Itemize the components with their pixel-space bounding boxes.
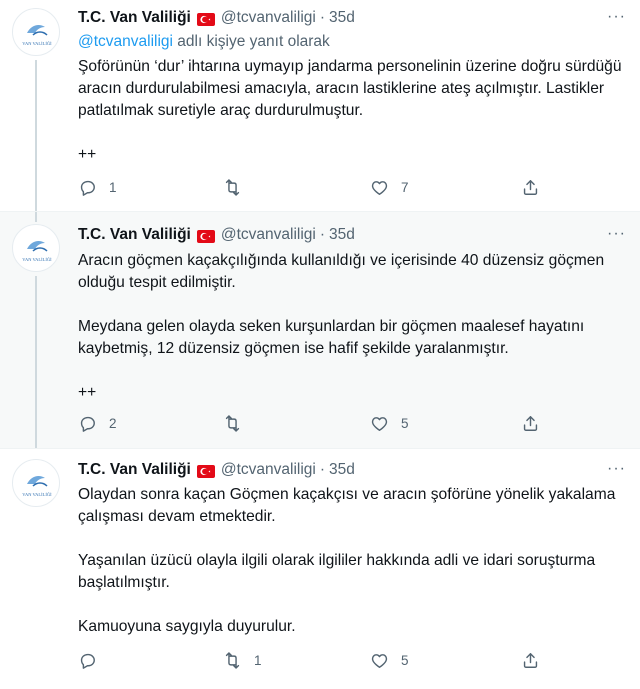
more-icon[interactable]: ··· xyxy=(607,8,626,25)
reply-button[interactable] xyxy=(78,178,117,197)
turkey-flag-icon xyxy=(197,13,215,26)
tweet-actions xyxy=(78,178,558,198)
reply-context xyxy=(78,33,330,51)
retweet-button[interactable] xyxy=(223,414,254,433)
van-valiligi-logo xyxy=(13,460,60,507)
tweet-actions xyxy=(78,414,558,434)
svg-text:VAN VALİLİĞİ: VAN VALİLİĞİ xyxy=(22,257,52,262)
tweet-text xyxy=(78,250,626,404)
van-valiligi-logo xyxy=(13,9,60,56)
share-icon xyxy=(521,178,540,197)
tweet-header xyxy=(78,225,626,245)
avatar[interactable] xyxy=(12,459,60,507)
tweet-3[interactable] xyxy=(0,449,640,689)
avatar[interactable] xyxy=(12,8,60,56)
tweet-header xyxy=(78,8,626,28)
tweet-1[interactable] xyxy=(0,0,640,211)
reply-button[interactable] xyxy=(78,651,109,670)
reply-count: 1 xyxy=(109,180,117,195)
mention-link[interactable]: @tcvanvaliligi xyxy=(78,33,173,50)
username[interactable]: @tcvanvaliligi xyxy=(220,226,316,243)
display-name[interactable]: T.C. Van Valiliği xyxy=(78,226,191,243)
separator-dot: · xyxy=(319,461,326,478)
reply-button[interactable] xyxy=(78,414,117,433)
tweet-paragraph: Yaşanılan üzücü olayla ilgili olarak ilgililer hakkında adli ve idari soruşturma başlatılmıştır. xyxy=(78,552,596,591)
share-icon xyxy=(521,414,540,433)
like-count: 5 xyxy=(401,653,409,668)
tweet-paragraph: ++ xyxy=(78,384,97,401)
turkey-flag-icon xyxy=(197,230,215,243)
tweet-text xyxy=(78,484,626,638)
username[interactable]: @tcvanvaliligi xyxy=(220,9,316,26)
separator-dot: · xyxy=(319,226,326,243)
tweet-paragraph: Olaydan sonra kaçan Göçmen kaçakçısı ve aracın şoförüne yönelik yakalama çalışması devam etmektedir. xyxy=(78,486,616,525)
retweet-button[interactable] xyxy=(223,178,254,197)
thread-line xyxy=(35,212,37,222)
tweet-paragraph: Kamuoyuna saygıyla duyurulur. xyxy=(78,618,296,635)
like-icon xyxy=(370,651,389,670)
like-icon xyxy=(370,178,389,197)
share-button[interactable] xyxy=(521,651,540,670)
share-icon xyxy=(521,651,540,670)
reply-icon xyxy=(78,651,97,670)
reply-context-text: adlı kişiye yanıt olarak xyxy=(173,33,330,50)
retweet-icon xyxy=(223,414,242,433)
retweet-count: 1 xyxy=(254,653,262,668)
share-button[interactable] xyxy=(521,414,540,433)
like-button[interactable] xyxy=(370,178,409,197)
username[interactable]: @tcvanvaliligi xyxy=(220,461,316,478)
tweet-paragraph: Şoförünün ‘dur’ ihtarına uymayıp jandarma personelinin üzerine doğru sürdüğü aracın durdurulabilmesi amacıyla, aracın lastiklerine ateş açılmıştır. Lastikler patlatılmak suretiyle araç durdurulmuştur. xyxy=(78,58,622,119)
reply-icon xyxy=(78,178,97,197)
tweet-paragraph: Aracın göçmen kaçakçılığında kullanıldığı ve içerisinde 40 düzensiz göçmen olduğu tespit edilmiştir. xyxy=(78,252,605,291)
tweet-paragraph: ++ xyxy=(78,146,97,163)
tweet-paragraph: Meydana gelen olayda seken kurşunlardan bir göçmen maalesef hayatını kaybetmiş, 12 düzensiz göçmen ise hafif şekilde yaralanmıştır. xyxy=(78,318,585,357)
retweet-icon xyxy=(223,651,242,670)
retweet-icon xyxy=(223,178,242,197)
display-name[interactable]: T.C. Van Valiliği xyxy=(78,461,191,478)
svg-text:VAN VALİLİĞİ: VAN VALİLİĞİ xyxy=(22,41,52,46)
tweet-actions xyxy=(78,651,558,671)
share-button[interactable] xyxy=(521,178,540,197)
display-name[interactable]: T.C. Van Valiliği xyxy=(78,9,191,26)
turkey-flag-icon xyxy=(197,465,215,478)
like-count: 7 xyxy=(401,180,409,195)
van-valiligi-logo xyxy=(13,225,60,272)
like-count: 5 xyxy=(401,416,409,431)
like-button[interactable] xyxy=(370,414,409,433)
more-icon[interactable]: ··· xyxy=(607,460,626,477)
timestamp[interactable]: 35d xyxy=(329,461,355,478)
thread-line xyxy=(35,276,37,448)
timestamp[interactable]: 35d xyxy=(329,9,355,26)
like-button[interactable] xyxy=(370,651,409,670)
separator-dot: · xyxy=(319,9,326,26)
tweet-header xyxy=(78,460,626,480)
retweet-button[interactable] xyxy=(223,651,262,670)
like-icon xyxy=(370,414,389,433)
thread-line xyxy=(35,60,37,211)
reply-count: 2 xyxy=(109,416,117,431)
tweet-text xyxy=(78,56,626,166)
reply-icon xyxy=(78,414,97,433)
timestamp[interactable]: 35d xyxy=(329,226,355,243)
tweet-2[interactable] xyxy=(0,212,640,448)
svg-text:VAN VALİLİĞİ: VAN VALİLİĞİ xyxy=(22,492,52,497)
more-icon[interactable]: ··· xyxy=(607,225,626,242)
avatar[interactable] xyxy=(12,224,60,272)
